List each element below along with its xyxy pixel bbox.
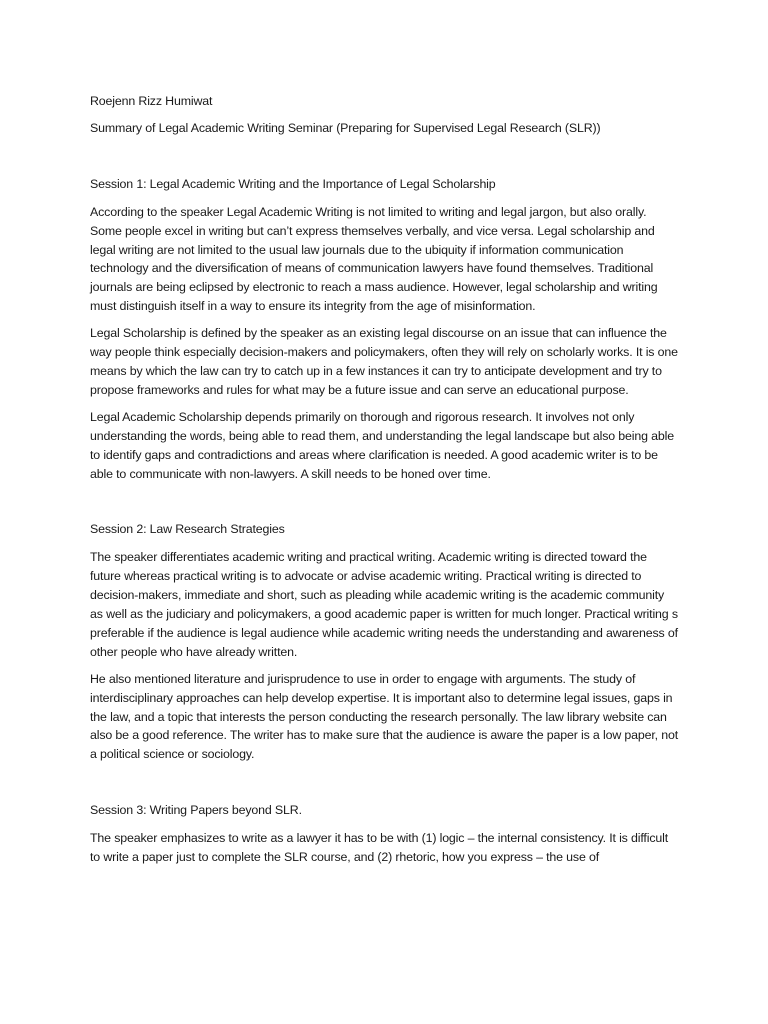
session-2 [90,520,680,764]
paragraph: Legal Academic Scholarship depends primarily on thorough and rigorous research. It involves not only understanding the words, being able to read them, and understanding the legal landscape but also being able to identify gaps and contradictions and areas where clarification is needed. A good academic writer is to be able to communicate with non-lawyers. A skill needs to be honed over time. [90,409,674,481]
paragraph: According to the speaker Legal Academic Writing is not limited to writing and legal jargon, but also orally. Some people excel in writing but can’t express themselves verbally, and vice versa. Legal scholarship and legal writing are not limited to the usual law journals due to the ubiquity if information communication technology and the diversification of means of communication lawyers have found themselves. Traditional journals are being eclipsed by electronic to reach a mass audience. However, legal scholarship and writing must distinguish itself in a way to ensure its integrity from the age of misinformation. [90,204,658,314]
paragraph: The speaker emphasizes to write as a lawyer it has to be with (1) logic – the internal consistency. It is difficult to write a paper just to complete the SLR course, and (2) rhetoric, how you express – the use of [90,831,669,865]
session-heading: Session 3: Writing Papers beyond SLR. [90,803,302,818]
document-title: Summary of Legal Academic Writing Seminar (Preparing for Supervised Legal Research (SLR)) [90,120,601,135]
author-name: Roejenn Rizz Humiwat [90,94,213,108]
session-3 [90,801,680,867]
session-heading: Session 2: Law Research Strategies [90,522,285,537]
document-body [90,92,680,875]
session-heading: Session 1: Legal Academic Writing and the Importance of Legal Scholarship [90,176,496,191]
session-1 [90,175,680,484]
paragraph: The speaker differentiates academic writing and practical writing. Academic writing is directed toward the future whereas practical writing is to advocate or advise academic writing. Practical writing is directed to decision-makers, immediate and short, such as pleading while academic writing is the academic community as well as the judiciary and policymakers, a good academic paper is written for much longer. Practical writing s preferable if the audience is legal audience while academic writing needs the understanding and awareness of other people who have already written. [90,550,678,659]
paragraph: He also mentioned literature and jurisprudence to use in order to engage with arguments. The study of interdisciplinary approaches can help develop expertise. It is important also to determine legal issues, gaps in the law, and a topic that interests the person conducting the research personally. The law library website can also be a good reference. The writer has to make sure that the audience is aware the paper is a low paper, not a political science or sociology. [90,671,679,762]
paragraph: Legal Scholarship is defined by the speaker as an existing legal discourse on an issue that can influence the way people think especially decision-makers and policymakers, often they will rely on scholarly works. It is one means by which the law can try to catch up in a few instances it can try to anticipate development and try to propose frameworks and rules for what may be a future issue and can serve an educational purpose. [90,326,678,397]
